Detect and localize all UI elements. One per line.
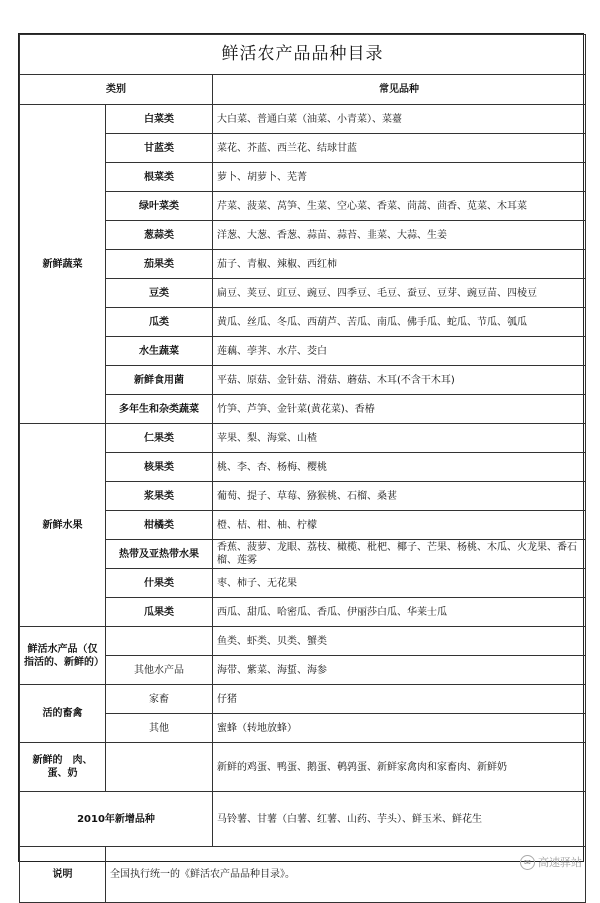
varieties-cell: 葡萄、提子、草莓、猕猴桃、石榴、桑葚: [213, 482, 586, 511]
subcategory-cell: 根菜类: [106, 163, 213, 192]
varieties-cell: 芹菜、菠菜、莴笋、生菜、空心菜、香菜、茼蒿、茴香、苋菜、木耳菜: [213, 192, 586, 221]
category-vegetables: 新鲜蔬菜: [20, 105, 106, 424]
watermark: [520, 854, 582, 870]
varieties-cell: 萝卜、胡萝卜、芜菁: [213, 163, 586, 192]
varieties-cell: 西瓜、甜瓜、哈密瓜、香瓜、伊丽莎白瓜、华莱士瓜: [213, 598, 586, 627]
varieties-cell: 竹笋、芦笋、金针菜(黄花菜)、香椿: [213, 395, 586, 424]
varieties-cell: 洋葱、大葱、香葱、蒜苗、蒜苔、韭菜、大蒜、生姜: [213, 221, 586, 250]
subcategory-cell: 新鲜食用菌: [106, 366, 213, 395]
category-meat-egg-milk: 新鲜的 肉、蛋、奶: [20, 743, 106, 792]
subcategory-cell: 甘蓝类: [106, 134, 213, 163]
varieties-cell: 仔猪: [213, 685, 586, 714]
varieties-cell: 新鲜的鸡蛋、鸭蛋、鹅蛋、鹌鹑蛋、新鲜家禽肉和家畜肉、新鲜奶: [213, 743, 586, 792]
category-livestock: 活的畜禽: [20, 685, 106, 743]
subcategory-cell: 热带及亚热带水果: [106, 540, 213, 569]
subcategory-cell: 其他: [106, 714, 213, 743]
varieties-cell: 茄子、青椒、辣椒、西红柿: [213, 250, 586, 279]
subcategory-cell: 水生蔬菜: [106, 337, 213, 366]
subcategory-cell: [106, 743, 213, 792]
note-label: 说明: [20, 847, 106, 903]
subcategory-cell: 豆类: [106, 279, 213, 308]
subcategory-cell: 仁果类: [106, 424, 213, 453]
subcategory-cell: 柑橘类: [106, 511, 213, 540]
varieties-cell: 菜花、芥蓝、西兰花、结球甘蓝: [213, 134, 586, 163]
catalog-table: [19, 34, 586, 903]
subcategory-cell: 核果类: [106, 453, 213, 482]
subcategory-cell: 葱蒜类: [106, 221, 213, 250]
varieties-cell: 苹果、梨、海棠、山楂: [213, 424, 586, 453]
subcategory-cell: 瓜类: [106, 308, 213, 337]
varieties-cell: 马铃薯、甘薯（白薯、红薯、山药、芋头）、鲜玉米、鲜花生: [213, 792, 586, 847]
subcategory-cell: 瓜果类: [106, 598, 213, 627]
varieties-cell: 扁豆、荚豆、豇豆、豌豆、四季豆、毛豆、蚕豆、豆芽、豌豆苗、四棱豆: [213, 279, 586, 308]
subcategory-cell: 什果类: [106, 569, 213, 598]
category-aquatic: 鲜活水产品（仅指活的、新鲜的）: [20, 627, 106, 685]
note-text: 全国执行统一的《鲜活农产品品种目录》。: [106, 847, 586, 903]
category-new-2010: 2010年新增品种: [20, 792, 213, 847]
subcategory-cell: 其他水产品: [106, 656, 213, 685]
subcategory-cell: 家畜: [106, 685, 213, 714]
varieties-cell: 枣、柿子、无花果: [213, 569, 586, 598]
subcategory-cell: 绿叶菜类: [106, 192, 213, 221]
category-fruits: 新鲜水果: [20, 424, 106, 627]
watermark-text: 高速驿站: [538, 856, 582, 869]
header-varieties: 常见品种: [213, 75, 586, 105]
varieties-cell: 黄瓜、丝瓜、冬瓜、西葫芦、苦瓜、南瓜、佛手瓜、蛇瓜、节瓜、瓠瓜: [213, 308, 586, 337]
varieties-cell: 鱼类、虾类、贝类、蟹类: [213, 627, 586, 656]
page-title: 鲜活农产品品种目录: [20, 35, 586, 75]
subcategory-cell: 茄果类: [106, 250, 213, 279]
header-category: 类别: [20, 75, 213, 105]
varieties-cell: 蜜蜂（转地放蜂）: [213, 714, 586, 743]
wechat-icon: ✉: [520, 855, 535, 870]
subcategory-cell: 白菜类: [106, 105, 213, 134]
varieties-cell: 海带、紫菜、海蜇、海参: [213, 656, 586, 685]
varieties-cell: 大白菜、普通白菜（油菜、小青菜）、菜薹: [213, 105, 586, 134]
subcategory-cell: 浆果类: [106, 482, 213, 511]
varieties-cell: 莲藕、荸荠、水芹、茭白: [213, 337, 586, 366]
varieties-cell: 香蕉、菠萝、龙眼、荔枝、橄榄、枇杷、椰子、芒果、杨桃、木瓜、火龙果、番石榴、莲雾: [213, 540, 586, 569]
varieties-cell: 平菇、原菇、金针菇、滑菇、蘑菇、木耳(不含干木耳): [213, 366, 586, 395]
subcategory-cell: 多年生和杂类蔬菜: [106, 395, 213, 424]
varieties-cell: 橙、桔、柑、柚、柠檬: [213, 511, 586, 540]
varieties-cell: 桃、李、杏、杨梅、樱桃: [213, 453, 586, 482]
subcategory-cell: [106, 627, 213, 656]
